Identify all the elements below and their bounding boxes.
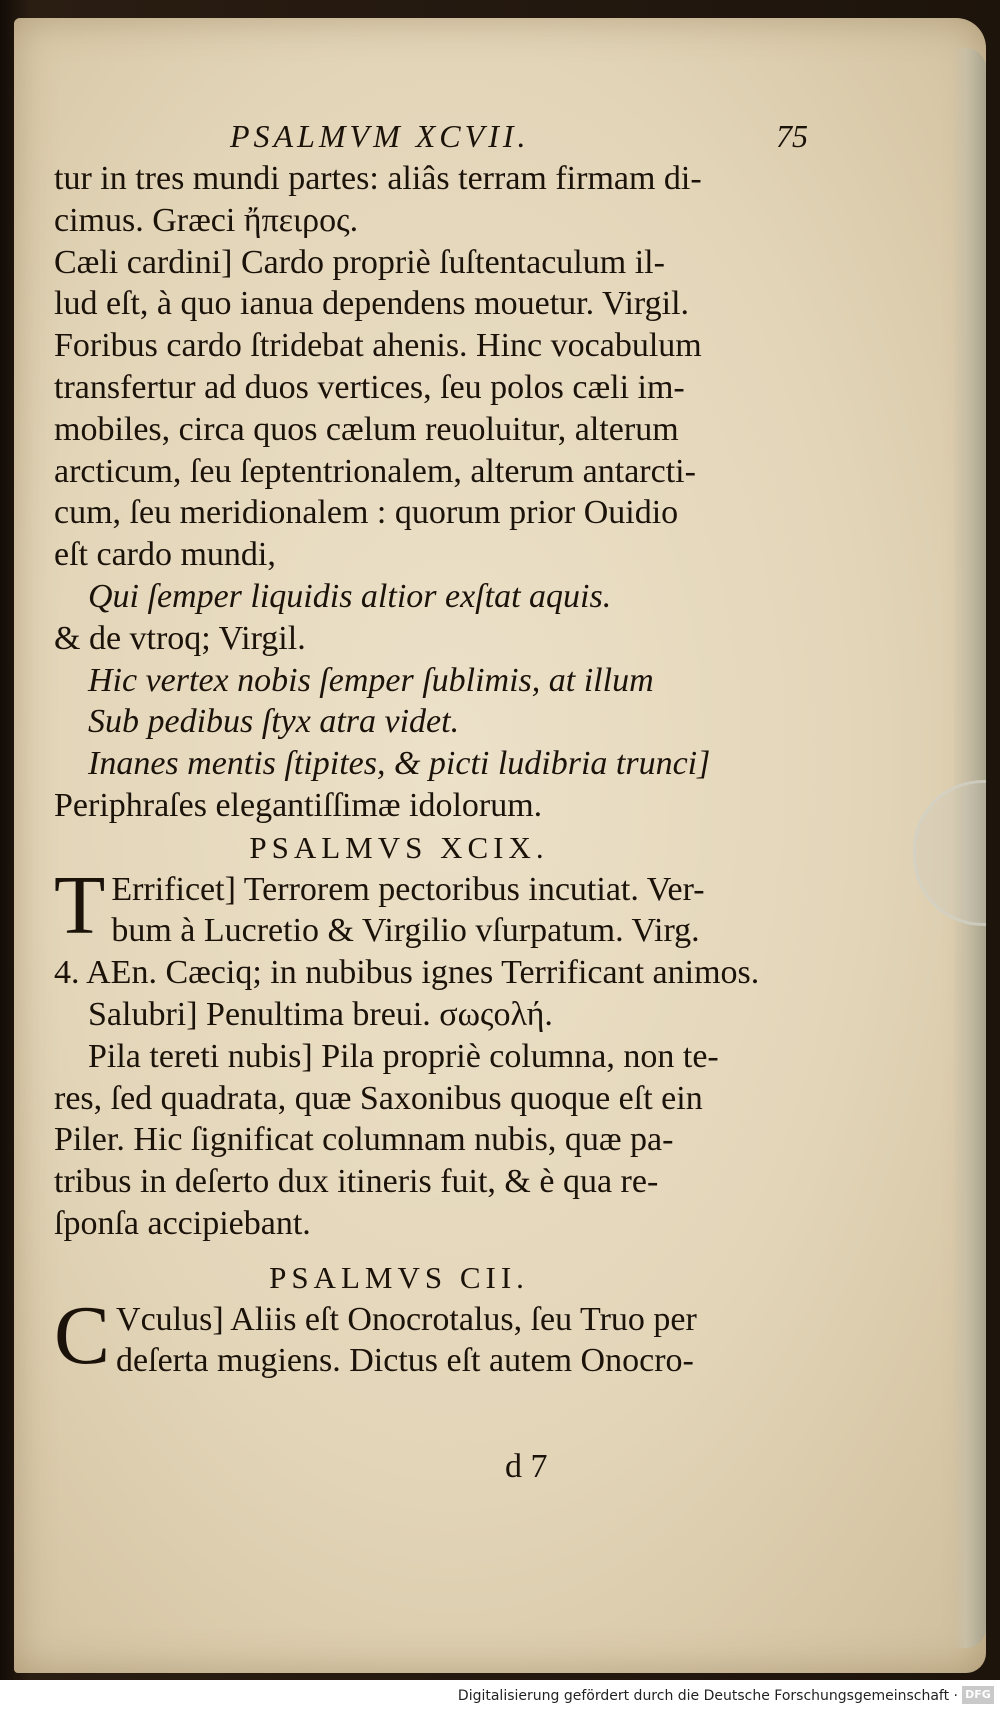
drop-cap: T (54, 858, 106, 952)
text-line: & de vtroq; Virgil. (54, 619, 306, 657)
verse-line: Sub pedibus ſtyx atra videt. (88, 703, 460, 741)
text-line: Foribus cardo ſtridebat ahenis. Hinc vocabulum (54, 327, 702, 365)
main-text (54, 158, 814, 1382)
text-line: mobiles, circa quos cælum reuoluitur, alterum (54, 410, 679, 448)
verse-line: Hic vertex nobis ſemper ſublimis, at illum (88, 661, 654, 699)
text-line: Vculus] Aliis eſt Onocrotalus, ſeu Truo per (116, 1300, 697, 1338)
text-line: tur in tres mundi partes: aliâs terram firmam di- (54, 160, 702, 197)
text-line: eſt cardo mundi, (54, 536, 276, 574)
text-line: 4. AEn. Cæciq; in nubibus ignes Terrificant animos. (54, 954, 760, 992)
text-line: lud eſt, à quo ianua dependens mouetur. Virgil. (54, 285, 690, 323)
drop-cap: C (54, 1288, 111, 1382)
text-line: cum, ſeu meridionalem : quorum prior Ouidio (54, 494, 679, 532)
verse-line: Qui ſemper liquidis altior exſtat aquis. (88, 577, 612, 615)
text-line: Periphraſes elegantiſſimæ idolorum. (54, 786, 543, 824)
text-line: Piler. Hic ſignificat columnam nubis, quæ pa- (54, 1121, 674, 1159)
text-line: res, ſed quadrata, quæ Saxonibus quoque eſt ein (54, 1079, 703, 1117)
section-heading: PSALMVS CII. (269, 1259, 529, 1295)
lemma-line: Inanes mentis ſtipites, & picti ludibria trunci] (88, 745, 711, 783)
text-line: Errificet] Terrorem pectoribus incutiat. Ver- (111, 870, 705, 908)
text-line: cimus. Græci ἤπειρος. (54, 201, 359, 239)
text-line: tribus in deſerto dux itineris fuit, & è qua re- (54, 1163, 659, 1201)
text-line: Cæli cardini] Cardo propriè ſuſtentaculum il- (54, 243, 665, 281)
running-title: PSALMVM XCVII. (230, 118, 530, 154)
page-number: 75 (776, 118, 808, 154)
drop-cap-paragraph (54, 1288, 814, 1383)
text-line: bum à Lucretio & Virgilio vſurpatum. Virg. (111, 912, 700, 950)
drop-cap-paragraph (54, 858, 814, 953)
text-line: ſponſa accipiebant. (54, 1204, 311, 1242)
digitization-footer (0, 1680, 1000, 1711)
section-heading: PSALMVS XCIX. (249, 829, 549, 865)
text-line: transfertur ad duos vertices, ſeu polos cæli im- (54, 368, 685, 406)
footer-credit: Digitalisierung gefördert durch die Deutsche Forschungsgemeinschaft · (457, 1688, 958, 1704)
signature-mark: d 7 (505, 1448, 548, 1485)
text-line: Salubri] Penultima breui. σωςολή. (88, 995, 553, 1033)
dfg-logo-icon: DFG (962, 1686, 994, 1704)
text-line: Pila tereti nubis] Pila propriè columna, non te- (88, 1037, 719, 1075)
text-line: deſerta mugiens. Dictus eſt autem Onocro- (116, 1342, 694, 1380)
page-clip (913, 780, 986, 926)
text-line: arcticum, ſeu ſeptentrionalem, alterum antarcti- (54, 452, 696, 490)
